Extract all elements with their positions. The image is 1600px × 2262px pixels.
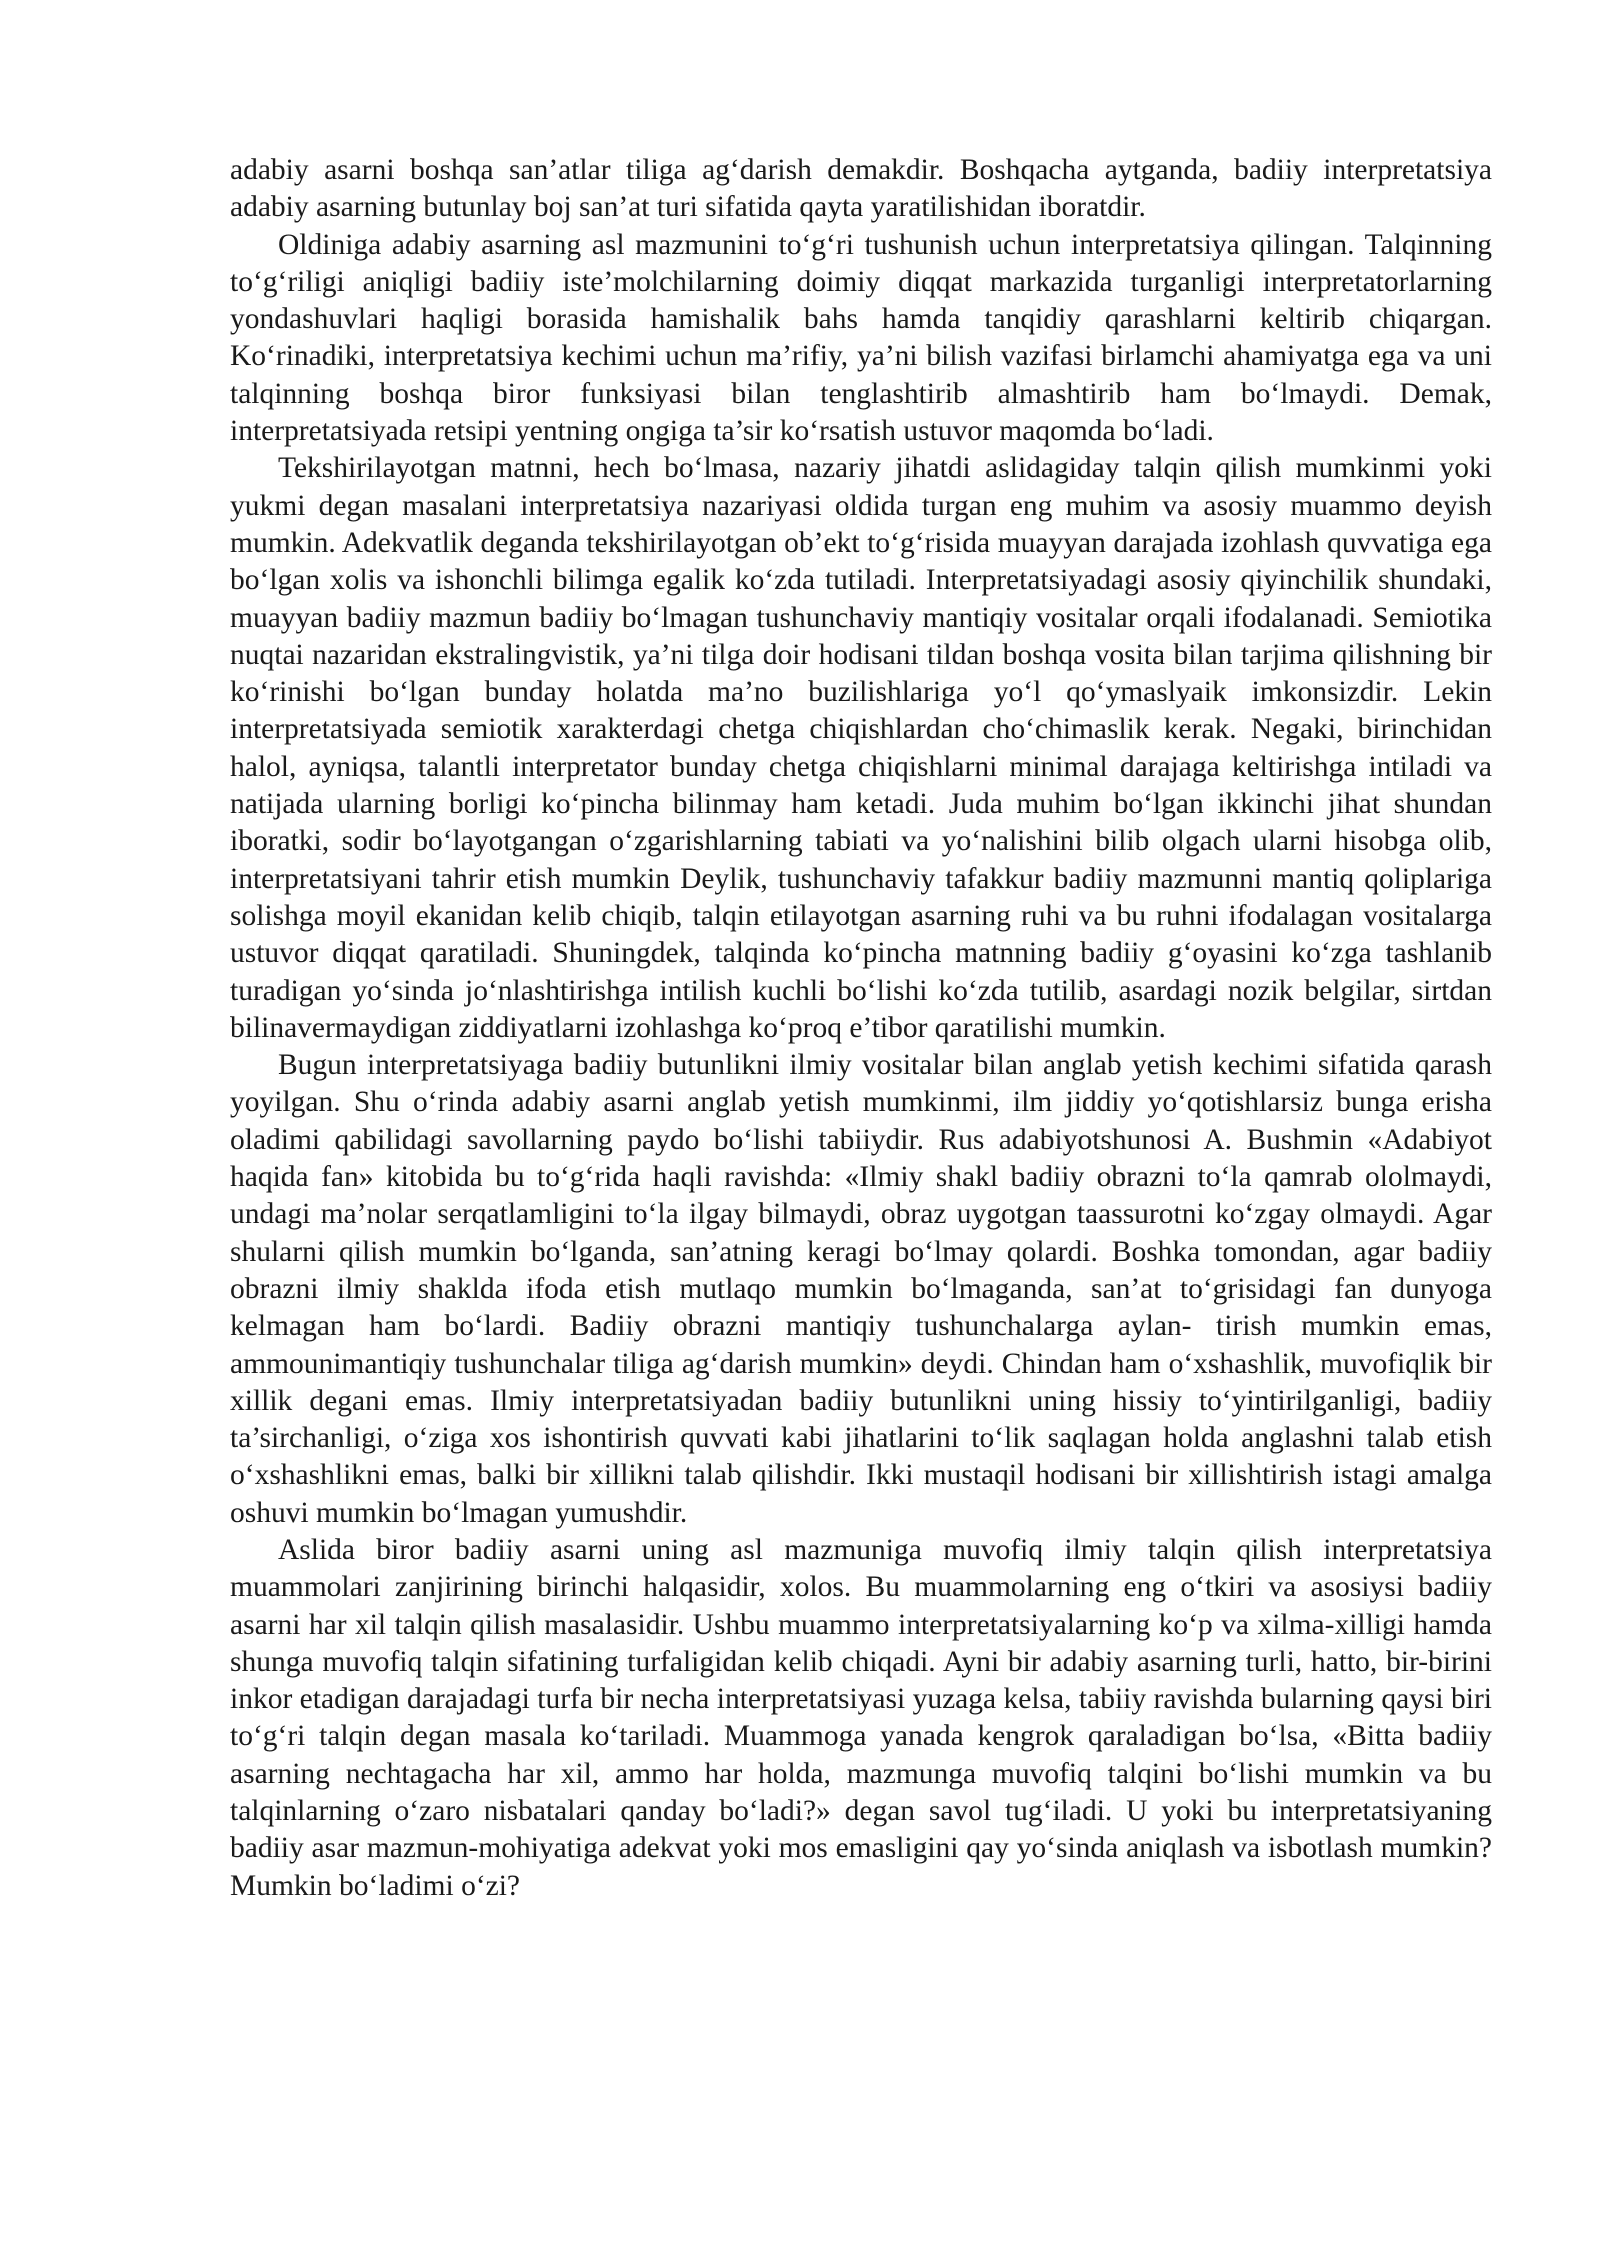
paragraph-3: Tekshirilayotgan matnni, hech bo‘lmasa, nazariy jihatdi aslidagiday talqin qilish mumkinmi yoki yukmi degan masalani interpretatsiya nazariyasi oldida turgan eng muhim va asosiy muammo deyish mumkin. Adekvatlik deganda tekshirilayotgan ob’ekt to‘g‘risida muayyan darajada izohlash quvvatiga ega bo‘lgan xolis va ishonchli bilimga egalik ko‘zda tutiladi. Interpretatsiyadagi asosiy qiyinchilik shundaki, muayyan badiiy mazmun badiiy bo‘lmagan tushunchaviy mantiqiy vositalar orqali ifodalanadi. Semiotika nuqtai nazaridan ekstralingvistik, ya’ni tilga doir hodisani tildan boshqa vosita bilan tarjima qilishning bir ko‘rinishi bo‘lgan bunday holatda ma’no buzilishlariga yo‘l qo‘ymaslyaik imkonsizdir. Lekin interpretatsiyada semiotik xarakterdagi chetga chiqishlardan cho‘chimaslik kerak. Negaki, birinchidan halol, ayniqsa, talantli interpretator bunday chetga chiqishlarni minimal darajaga keltirishga intiladi va natijada ularning borligi ko‘pincha bilinmay ham ketadi. Juda muhim bo‘lgan ikkinchi jihat shundan iboratki, sodir bo‘layotgangan o‘zgarishlarning tabiati va yo‘nalishini bilib olgach ularni hisobga olib, interpretatsiyani tahrir etish mumkin Deylik, tushunchaviy tafakkur badiiy mazmunni mantiq qoliplariga solishga moyil ekanidan kelib chiqib, talqin etilayotgan asarning ruhi va bu ruhni ifodalagan vositalarga ustuvor diqqat qaratiladi. Shuningdek, talqinda ko‘pincha matnning badiiy g‘oyasini ko‘zga tashlanib turadigan yo‘sinda jo‘nlashtirishga intilish kuchli bo‘lishi ko‘zda tutilib, asardagi nozik belgilar, sirtdan bilinavermaydigan ziddiyatlarni izohlashga ko‘proq e’tibor qaratilishi mumkin. bbox=[230, 452, 1492, 1044]
paragraph-1: adabiy asarni boshqa san’atlar tiliga ag‘darish demakdir. Boshqacha aytganda, badiiy interpretatsiya adabiy asarning butunlay boj san’at turi sifatida qayta yaratilishidan iboratdir. bbox=[230, 154, 1492, 224]
paragraph-5: Aslida biror badiiy asarni uning asl mazmuniga muvofiq ilmiy talqin qilish interpretatsiya muammolari zanjirining birinchi halqasidir, xolos. Bu muammolarning eng o‘tkiri va asosiysi badiiy asarni har xil talqin qilish masalasidir. Ushbu muammo interpretatsiyalarning ko‘p va xilma-xilligi hamda shunga muvofiq talqin sifatining turfaligidan kelib chiqadi. Ayni bir adabiy asarning turli, hatto, bir-birini inkor etadigan darajadagi turfa bir necha interpretatsiyasi yuzaga kelsa, tabiiy ravishda bularning qaysi biri to‘g‘ri talqin degan masala ko‘tariladi. Muammoga yanada kengrok qaraladigan bo‘lsa, «Bitta badiiy asarning nechtagacha har xil, ammo har holda, mazmunga muvofiq talqini bo‘lishi mumkin va bu talqinlarning o‘zaro nisbatalari qanday bo‘ladi?» degan savol tug‘iladi. U yoki bu interpretatsiyaning badiiy asar mazmun-mohiyatiga adekvat yoki mos emasligini qay yo‘sinda aniqlash va isbotlash mumkin? Mumkin bo‘ladimi o‘zi? bbox=[230, 1533, 1492, 1902]
paragraph-2: Oldiniga adabiy asarning asl mazmunini to‘g‘ri tushunish uchun interpretatsiya qilingan. Talqinning to‘g‘riligi aniqligi badiiy iste’molchilarning doimiy diqqat markazida turganligi interpretatorlarning yondashuvlari haqligi borasida hamishalik bahs hamda tanqidiy qarashlarni keltirib chiqargan. Ko‘rinadiki, interpretatsiya kechimi uchun ma’rifiy, ya’ni bilish vazifasi birlamchi ahamiyatga ega va uni talqinning boshqa biror funksiyasi bilan tenglashtirib almashtirib ham bo‘lmaydi. Demak, interpretatsiyada retsipi yentning ongiga ta’sir ko‘rsatish ustuvor maqomda bo‘ladi. bbox=[230, 228, 1492, 448]
paragraph-4: Bugun interpretatsiyaga badiiy butunlikni ilmiy vositalar bilan anglab yetish kechimi sifatida qarash yoyilgan. Shu o‘rinda adabiy asarni anglab yetish mumkinmi, ilm jiddiy yo‘qotishlarsiz bunga erisha oladimi qabilidagi savollarning paydo bo‘lishi tabiiydir. Rus adabiyotshunosi A. Bushmin «Adabiyot haqida fan» kitobida bu to‘g‘rida haqli ravishda: «Ilmiy shakl badiiy obrazni to‘la qamrab ololmaydi, undagi ma’nolar serqatlamligini to‘la ilgay bilmaydi, obraz uygotgan taassurotni ko‘zgay olmaydi. Agar shularni qilish mumkin bo‘lganda, san’atning keragi bo‘lmay qolardi. Boshka tomondan, agar badiiy obrazni ilmiy shaklda ifoda etish mutlaqo mumkin bo‘lmaganda, san’at to‘grisidagi fan dunyoga kelmagan ham bo‘lardi. Badiiy obrazni mantiqiy tushunchalarga aylan- tirish mumkin emas, ammounimantiqiy tushunchalar tiliga ag‘darish mumkin» deydi. Chindan ham o‘xshashlik, muvofiqlik bir xillik degani emas. Ilmiy interpretatsiyadan badiiy butunlikni uning hissiy to‘yintirilganligi, badiiy ta’sirchanligi, o‘ziga xos ishontirish quvvati kabi jihatlarini to‘lik saqlagan holda anglashni talab etish o‘xshashlikni emas, balki bir xillikni talab qilishdir. Ikki mustaqil hodisani bir xillishtirish istagi amalga oshuvi mumkin bo‘lmagan yumushdir. bbox=[230, 1049, 1492, 1529]
document-page bbox=[230, 152, 1492, 1905]
